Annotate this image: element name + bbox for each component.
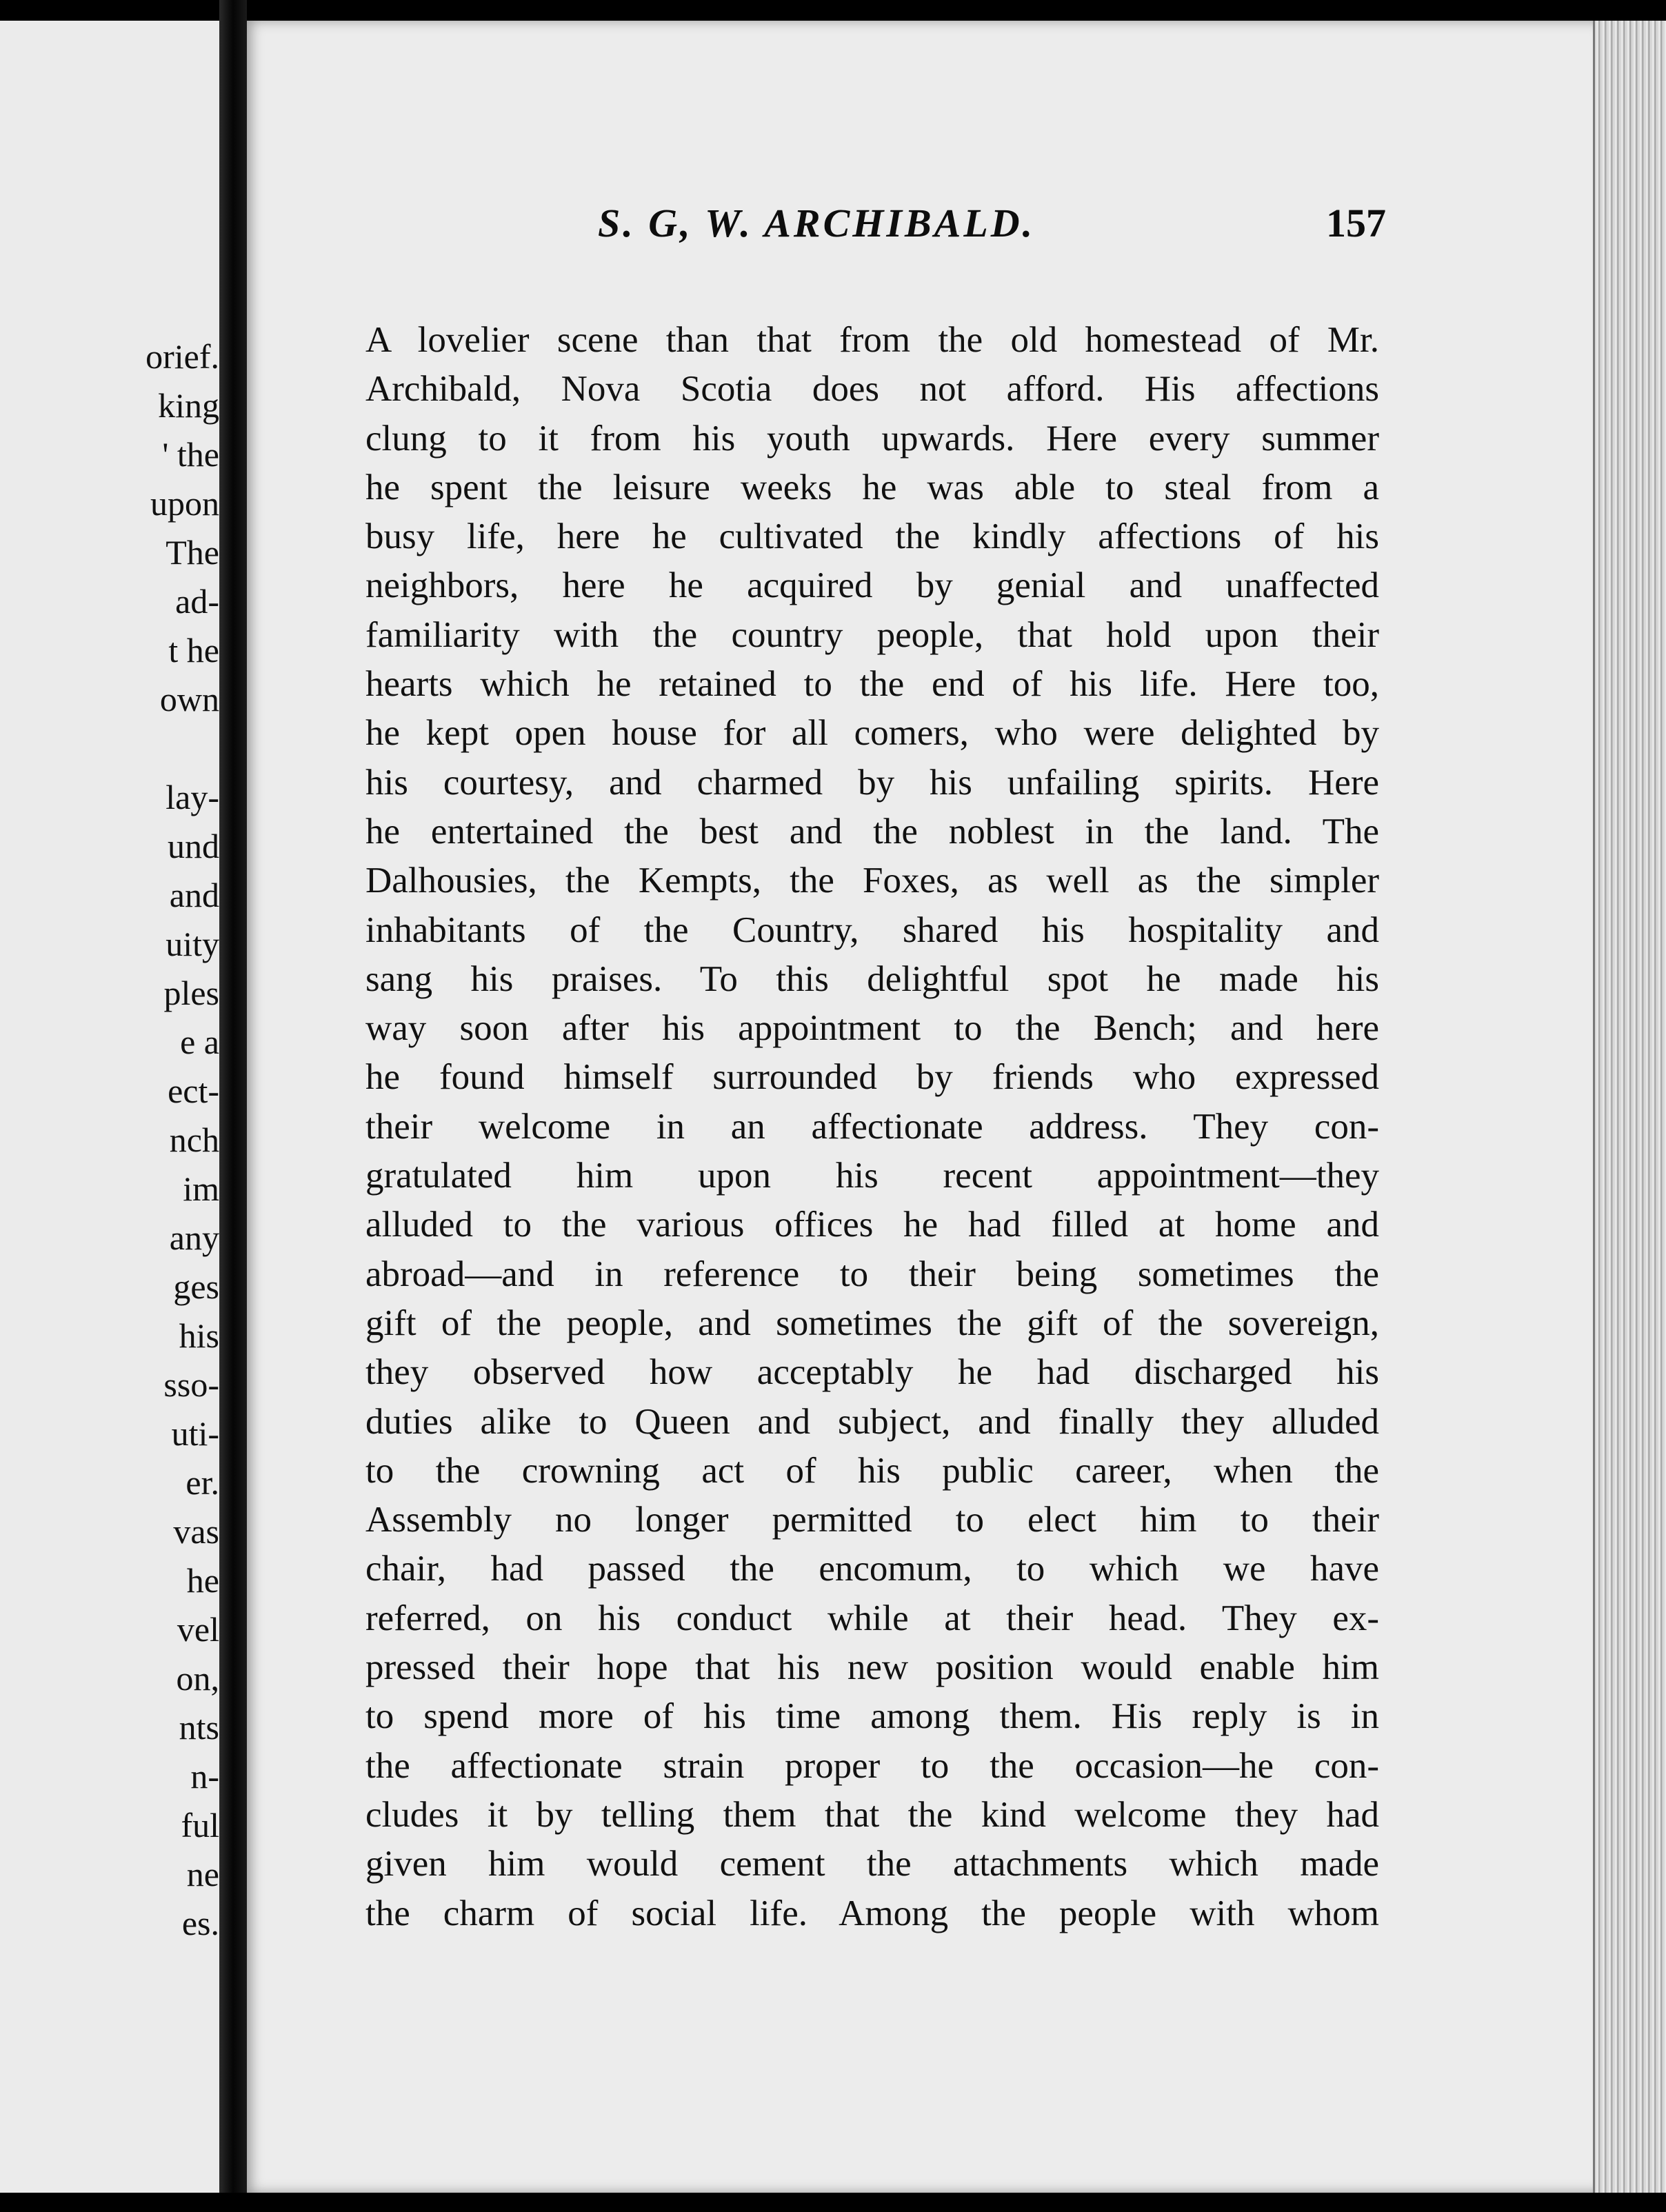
running-title: S. G, W. ARCHIBALD. xyxy=(598,201,1036,245)
facing-page-line-fragment: king xyxy=(158,386,219,425)
facing-page-line-fragment: uti- xyxy=(171,1414,219,1453)
facing-page-line-fragment: vel xyxy=(177,1610,219,1649)
text-line: their welcome in an affectionate address. They con- xyxy=(365,1106,1379,1147)
facing-page-line-fragment: he xyxy=(186,1561,219,1600)
facing-page-line-fragment: ad- xyxy=(175,582,219,621)
text-line: neighbors, here he acquired by genial and unaffected xyxy=(365,565,1379,606)
body-text xyxy=(365,316,1379,1938)
text-line: abroad—and in reference to their being sometimes the xyxy=(365,1254,1379,1294)
facing-page-line-fragment: The xyxy=(165,533,219,572)
text-line: chair, had passed the encomum, to which we have xyxy=(365,1549,1379,1589)
facing-page-line-fragment: es. xyxy=(181,1904,219,1942)
text-line: hearts which he retained to the end of his life. Here too, xyxy=(365,664,1379,705)
facing-page-line-fragment: lay- xyxy=(165,778,219,816)
facing-page-line-fragment: nch xyxy=(169,1120,219,1159)
text-line: he found himself surrounded by friends who expressed xyxy=(365,1057,1379,1098)
facing-page-line-fragment: ' the xyxy=(162,435,219,474)
facing-page-line-fragment: and xyxy=(169,876,219,914)
text-line: cludes it by telling them that the kind welcome they had xyxy=(365,1794,1379,1835)
text-line: inhabitants of the Country, shared his hospitality and xyxy=(365,909,1379,950)
text-line: gratulated him upon his recent appointment—they xyxy=(365,1156,1379,1196)
text-line: pressed their hope that his new position would enable him xyxy=(365,1647,1379,1688)
text-line: to spend more of his time among them. His reply is in xyxy=(365,1696,1379,1737)
facing-page-text xyxy=(0,332,219,1948)
facing-page-line-fragment: on, xyxy=(176,1659,219,1698)
facing-page-line-fragment: vas xyxy=(173,1512,219,1551)
text-line: to the crowning act of his public career, when the xyxy=(365,1450,1379,1491)
facing-page-line-fragment: sso- xyxy=(163,1365,219,1404)
scan-border-bottom xyxy=(0,2193,1666,2212)
text-line: familiarity with the country people, that hold upon their xyxy=(365,614,1379,655)
facing-page-line-fragment: his xyxy=(179,1316,219,1355)
facing-page-line-fragment: n- xyxy=(190,1757,219,1796)
text-line: Dalhousies, the Kempts, the Foxes, as well as the simpler xyxy=(365,861,1379,901)
text-line: A lovelier scene than that from the old homestead of Mr. xyxy=(365,320,1379,360)
text-line: referred, on his conduct while at their head. They ex- xyxy=(365,1598,1379,1638)
text-line: he spent the leisure weeks he was able to steal from a xyxy=(365,467,1379,507)
facing-page-line-fragment: und xyxy=(168,827,219,865)
facing-page-left xyxy=(0,21,219,2193)
facing-page-line-fragment: orief. xyxy=(145,337,219,376)
facing-page-line-fragment: ges xyxy=(173,1267,219,1306)
text-line: the affectionate strain proper to the occasion—he con- xyxy=(365,1745,1379,1786)
text-line: way soon after his appointment to the Bench; and here xyxy=(365,1008,1379,1049)
text-line: sang his praises. To this delightful spot he made his xyxy=(365,958,1379,999)
text-line: clung to it from his youth upwards. Here every summer xyxy=(365,418,1379,459)
text-line: he kept open house for all comers, who were delighted by xyxy=(365,713,1379,754)
facing-page-line-fragment: ful xyxy=(181,1806,219,1844)
facing-page-line-fragment: upon xyxy=(150,484,219,523)
page-number: 157 xyxy=(1326,201,1386,245)
facing-page-line-fragment: any xyxy=(169,1218,219,1257)
running-head xyxy=(365,200,1386,255)
text-line: Assembly no longer permitted to elect him to their xyxy=(365,1500,1379,1540)
text-line: given him would cement the attachments which made xyxy=(365,1844,1379,1884)
text-line: duties alike to Queen and subject, and finally they alluded xyxy=(365,1401,1379,1442)
book-gutter xyxy=(219,0,247,2212)
text-line: alluded to the various offices he had filled at home and xyxy=(365,1205,1379,1245)
facing-page-line-fragment: ect- xyxy=(168,1072,219,1110)
text-line: they observed how acceptably he had discharged his xyxy=(365,1352,1379,1393)
facing-page-line-fragment: ples xyxy=(163,974,219,1012)
facing-page-line-fragment: nts xyxy=(179,1708,219,1747)
text-line: his courtesy, and charmed by his unfailing spirits. Here xyxy=(365,762,1379,803)
facing-page-line-fragment: own xyxy=(159,680,219,718)
facing-page-line-fragment: er. xyxy=(185,1463,219,1502)
text-line: he entertained the best and the noblest in the land. The xyxy=(365,811,1379,852)
text-line: busy life, here he cultivated the kindly affections of his xyxy=(365,516,1379,557)
text-line: Archibald, Nova Scotia does not afford. His affections xyxy=(365,369,1379,410)
facing-page-line-fragment: uity xyxy=(165,925,219,963)
text-line: the charm of social life. Among the people with whom xyxy=(365,1893,1379,1933)
facing-page-line-fragment xyxy=(0,724,219,773)
scan-border-top xyxy=(0,0,1666,21)
facing-page-line-fragment: t he xyxy=(168,631,219,670)
text-line: gift of the people, and sometimes the gift of the sovereign, xyxy=(365,1303,1379,1343)
facing-page-line-fragment: ne xyxy=(186,1855,219,1893)
page-stack-edge xyxy=(1593,21,1666,2193)
facing-page-line-fragment: im xyxy=(183,1169,219,1208)
facing-page-line-fragment: e a xyxy=(180,1023,219,1061)
